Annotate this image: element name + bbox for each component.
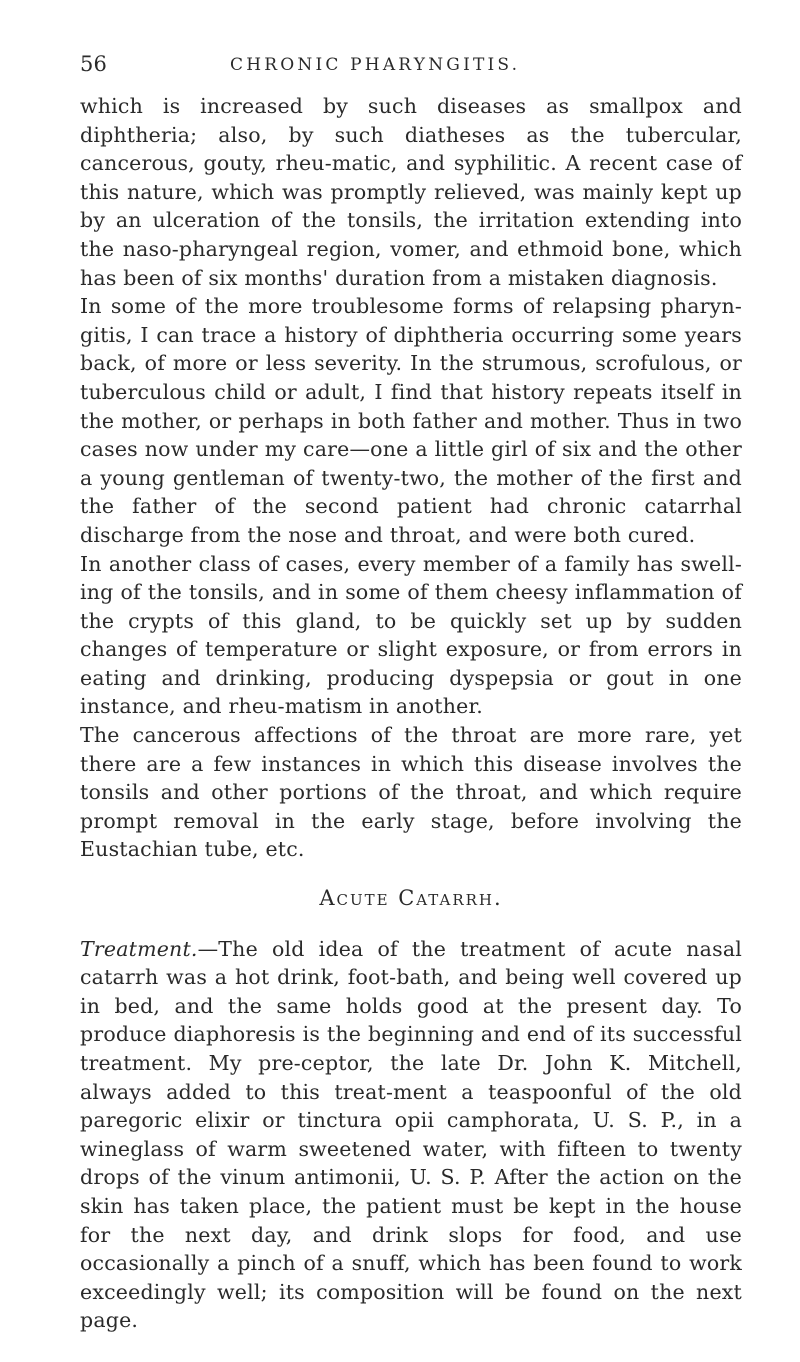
treatment-paragraph [80, 935, 742, 1335]
running-head [80, 50, 742, 78]
treatment-text: —The old idea of the treatment of acute nasal catarrh was a hot drink, foot-bath, and being well covered up in bed, and the same holds good at the present day. To produce diaphoresis is the beginning and end of its successful treatment. My pre-ceptor, the late Dr. John K. Mitchell, always added to this treat-ment a teaspoonful of the old paregoric elixir or tinctura opii camphorata, U. S. P., in a wineglass of warm sweetened water, with fifteen to twenty drops of the vinum antimonii, U. S. P. After the action on the skin has taken place, the patient must be kept in the house for the next day, and drink slops for food, and use occasionally a pinch of a snuff, which has been found to work exceedingly well; its composition will be found on the next page. [80, 936, 742, 1333]
paragraph: In another class of cases, every member of a family has swell-ing of the tonsils, and in some of them cheesy inflammation of the crypts of this gland, to be quickly set up by sudden changes of temperature or slight exposure, or from errors in eating and drinking, producing dyspepsia or gout in one instance, and rheu-matism in another. [80, 551, 742, 719]
page-number: 56 [80, 52, 108, 76]
book-page [80, 50, 742, 1335]
running-title: CHRONIC PHARYNGITIS. [230, 55, 521, 75]
paragraph: The cancerous affections of the throat are more rare, yet there are a few instances in which this disease involves the tonsils and other portions of the throat, and which require prompt removal in the early stage, before involving the Eustachian tube, etc. [80, 723, 742, 862]
paragraph: which is increased by such diseases as smallpox and diphtheria; also, by such diatheses as the tubercular, cancerous, gouty, rheu-matic, and syphilitic. A recent case of this nature, which was promptly relieved, was mainly kept up by an ulceration of the tonsils, the irritation extending into the naso-pharyngeal region, vomer, and ethmoid bone, which has been of six months' duration from a mistaken diagnosis. [80, 94, 742, 290]
run-in-heading: Treatment. [80, 936, 198, 961]
section-heading: Acute Catarrh. [319, 886, 503, 911]
paragraph: In some of the more troublesome forms of relapsing pharyn-gitis, I can trace a history of diphtheria occurring some years back, of more or less severity. In the strumous, scrofulous, or tuberculous child or adult, I find that history repeats itself in the mother, or perhaps in both father and mother. Thus in two cases now under my care—one a little girl of six and the other a young gentleman of twenty-two, the mother of the first and the father of the second patient had chronic catarrhal discharge from the nose and throat, and were both cured. [80, 294, 742, 547]
